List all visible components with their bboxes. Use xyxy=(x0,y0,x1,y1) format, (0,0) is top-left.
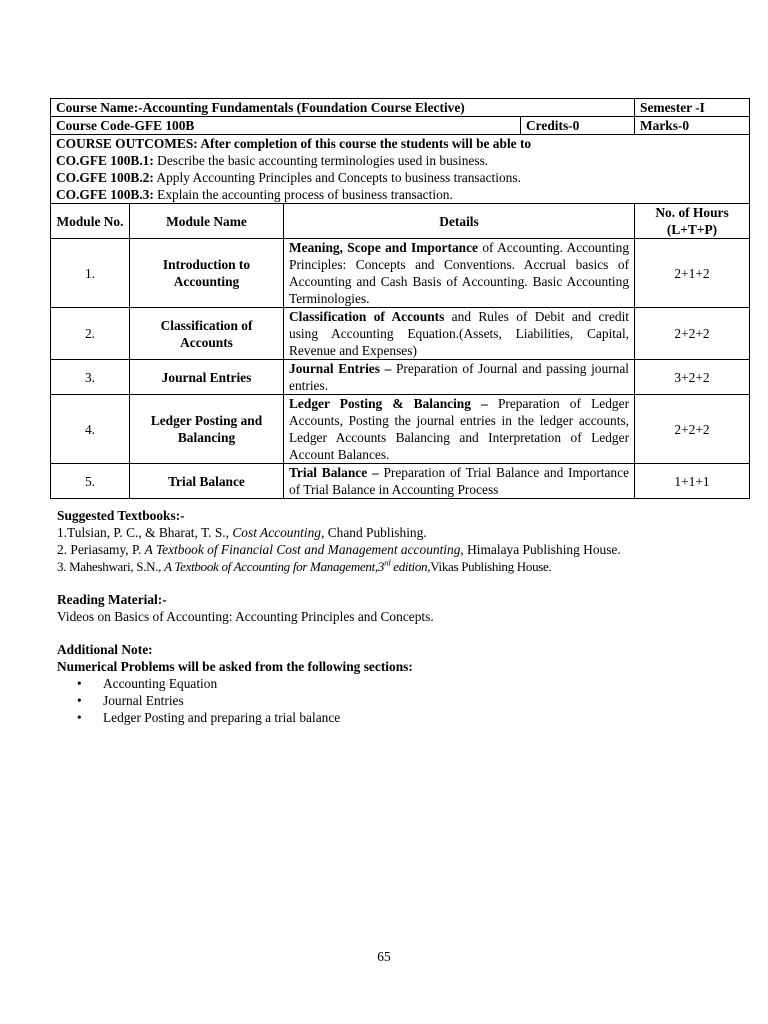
module-details xyxy=(284,308,635,360)
textbook-publisher: , Himalaya Publishing House. xyxy=(460,542,621,557)
details-text: and Rules of Debit and credit using Accounting Equation.(Assets, Liabilities, Capital, Revenue and Expenses) xyxy=(289,309,630,358)
module-hours: 2+2+2 xyxy=(635,395,750,464)
textbook-publisher: Vikas Publishing House. xyxy=(430,559,552,574)
module-name: Journal Entries xyxy=(130,360,284,395)
outcome-item xyxy=(56,152,744,169)
outcome-text: Apply Accounting Principles and Concepts to business transactions. xyxy=(153,170,521,185)
module-details xyxy=(284,395,635,464)
textbook-authors: 3. Maheshwari, S.N., xyxy=(57,559,165,574)
list-item xyxy=(77,709,747,726)
outcome-code: CO.GFE 100B.3: xyxy=(56,187,154,202)
details-lead: Classification of Accounts xyxy=(289,309,445,324)
module-hours: 2+2+2 xyxy=(635,308,750,360)
page-number: 65 xyxy=(377,949,391,964)
table-row xyxy=(51,360,750,395)
credits: Credits-0 xyxy=(521,117,635,135)
module-details xyxy=(284,239,635,308)
outcome-code: CO.GFE 100B.2: xyxy=(56,170,154,185)
course-outcomes-row xyxy=(51,135,750,204)
header-module-no: Module No. xyxy=(51,204,130,239)
module-name: Classification of Accounts xyxy=(130,308,284,360)
bullet-icon: • xyxy=(77,676,82,691)
module-hours: 1+1+1 xyxy=(635,464,750,499)
outcome-code: CO.GFE 100B.1: xyxy=(56,153,154,168)
textbook-authors: 1.Tulsian, P. C., & Bharat, T. S., xyxy=(57,525,233,540)
marks: Marks-0 xyxy=(635,117,750,135)
textbook-edition: edition, xyxy=(390,559,431,574)
table-row xyxy=(51,464,750,499)
outcome-item xyxy=(56,169,744,186)
details-text: of Accounting. Accounting Principles: Concepts and Conventions. Accrual basics of Accounting and Cash Basis of Accounting. Basic Accounting Terminologies. xyxy=(289,240,630,306)
textbook-title: A Textbook of Financial Cost and Management accounting xyxy=(144,542,461,557)
details-text: Preparation of Ledger Accounts, Posting the journal entries in the ledger accounts, Ledger Accounts Balancing and Interpretation of Ledger Account Balances. xyxy=(289,396,630,462)
course-name-row xyxy=(51,99,750,117)
details-lead: Ledger Posting & Balancing – xyxy=(289,396,488,411)
table-row xyxy=(51,395,750,464)
module-no: 5. xyxy=(51,464,130,499)
reading-text: Videos on Basics of Accounting: Accounting Principles and Concepts. xyxy=(57,609,434,624)
notes-subheading: Numerical Problems will be asked from the following sections: xyxy=(57,659,413,674)
details-text: Preparation of Journal and passing journal entries. xyxy=(289,361,630,393)
outcome-item xyxy=(56,186,744,203)
syllabus-table xyxy=(50,98,750,499)
module-no: 3. xyxy=(51,360,130,395)
module-no: 1. xyxy=(51,239,130,308)
course-outcomes xyxy=(51,135,750,204)
module-details xyxy=(284,360,635,395)
course-name: Course Name:-Accounting Fundamentals (Foundation Course Elective) xyxy=(51,99,635,117)
reading-section xyxy=(57,591,747,625)
textbooks-section xyxy=(57,507,747,575)
header-hours: No. of Hours (L+T+P) xyxy=(635,204,750,239)
details-lead: Journal Entries – xyxy=(289,361,392,376)
list-item xyxy=(77,692,747,709)
module-name: Introduction to Accounting xyxy=(130,239,284,308)
bullet-icon: • xyxy=(77,710,82,725)
list-item-text: Journal Entries xyxy=(103,693,184,708)
table-row xyxy=(51,308,750,360)
textbooks-heading: Suggested Textbooks:- xyxy=(57,508,185,523)
module-name: Ledger Posting and Balancing xyxy=(130,395,284,464)
textbook-title: A Textbook of Accounting for Management,3 xyxy=(164,559,385,574)
module-name: Trial Balance xyxy=(130,464,284,499)
list-item-text: Accounting Equation xyxy=(103,676,218,691)
outcome-text: Explain the accounting process of business transaction. xyxy=(153,187,453,202)
reading-heading: Reading Material:- xyxy=(57,592,167,607)
details-lead: Meaning, Scope and Importance xyxy=(289,240,478,255)
module-hours: 3+2+2 xyxy=(635,360,750,395)
notes-heading: Additional Note: xyxy=(57,642,153,657)
textbook-authors: 2. Periasamy, P. xyxy=(57,542,145,557)
outcome-text: Describe the basic accounting terminologies used in business. xyxy=(153,153,489,168)
textbook-item xyxy=(57,524,747,541)
list-item xyxy=(77,675,747,692)
course-code: Course Code-GFE 100B xyxy=(51,117,521,135)
table-row xyxy=(51,239,750,308)
details-text: Preparation of Trial Balance and Importance of Trial Balance in Accounting Process xyxy=(289,465,630,497)
course-code-row xyxy=(51,117,750,135)
header-module-name: Module Name xyxy=(130,204,284,239)
outcomes-heading: COURSE OUTCOMES: After completion of this course the students will be able to xyxy=(56,136,532,151)
module-hours: 2+1+2 xyxy=(635,239,750,308)
module-no: 2. xyxy=(51,308,130,360)
bullet-icon: • xyxy=(77,693,82,708)
textbook-item xyxy=(57,558,747,575)
table-header-row xyxy=(51,204,750,239)
module-details xyxy=(284,464,635,499)
notes-list xyxy=(57,675,747,726)
notes-section xyxy=(57,641,747,726)
textbook-item xyxy=(57,541,747,558)
header-details: Details xyxy=(284,204,635,239)
textbook-edition-sup: rd xyxy=(384,558,391,568)
textbook-title: Cost Accounting, xyxy=(232,525,325,540)
details-lead: Trial Balance – xyxy=(289,465,379,480)
semester: Semester -I xyxy=(635,99,750,117)
list-item-text: Ledger Posting and preparing a trial balance xyxy=(103,710,341,725)
textbook-publisher: Chand Publishing. xyxy=(324,525,427,540)
module-no: 4. xyxy=(51,395,130,464)
